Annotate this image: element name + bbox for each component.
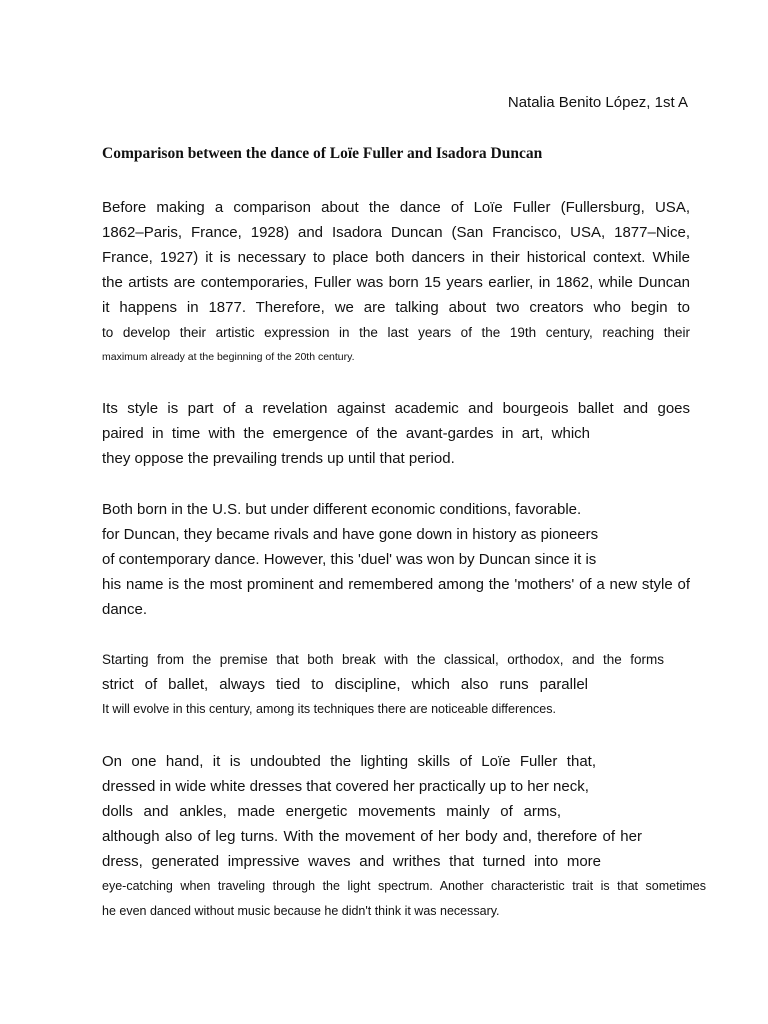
- text-line: dolls and ankles, made energetic movements mainly of arms,: [102, 803, 561, 820]
- text-line: 1862–Paris, France, 1928) and Isadora Duncan (San Francisco, USA, 1877–Nice,: [102, 224, 690, 241]
- text-line: the artists are contemporaries, Fuller was born 15 years earlier, in 1862, while Duncan: [102, 274, 690, 291]
- text-line: strict of ballet, always tied to discipline, which also runs parallel: [102, 676, 588, 693]
- text-line: Its style is part of a revelation against academic and bourgeois ballet and goes: [102, 400, 690, 417]
- text-line: to develop their artistic expression in the last years of the 19th century, reaching their: [102, 325, 690, 340]
- text-line: they oppose the prevailing trends up until that period.: [102, 450, 455, 467]
- paragraph-1: [102, 195, 690, 370]
- document-title: Comparison between the dance of Loïe Fuller and Isadora Duncan: [102, 145, 543, 162]
- author-line: Natalia Benito López, 1st A: [507, 94, 688, 111]
- text-line: although also of leg turns. With the movement of her body and, therefore of her: [102, 828, 642, 845]
- text-line: It will evolve in this century, among its techniques there are noticeable differences.: [102, 702, 556, 716]
- text-line: eye-catching when traveling through the light spectrum. Another characteristic trait is that sometimes: [102, 879, 706, 893]
- text-line: for Duncan, they became rivals and have gone down in history as pioneers: [102, 526, 599, 543]
- text-line: Both born in the U.S. but under different economic conditions, favorable.: [102, 501, 582, 518]
- paragraph-4: [102, 647, 690, 722]
- text-line: his name is the most prominent and remembered among the 'mothers' of a new style of: [102, 576, 690, 593]
- paragraph-2: [102, 396, 690, 471]
- text-line: he even danced without music because he didn't think it was necessary.: [102, 904, 500, 918]
- text-line: it happens in 1877. Therefore, we are talking about two creators who begin to: [102, 299, 690, 316]
- text-line: On one hand, it is undoubted the lighting skills of Loïe Fuller that,: [102, 753, 596, 770]
- text-line: Before making a comparison about the dance of Loïe Fuller (Fullersburg, USA,: [102, 199, 690, 216]
- text-line: France, 1927) it is necessary to place both dancers in their historical context. While: [102, 249, 690, 266]
- paragraph-3: [102, 497, 690, 622]
- text-line: Starting from the premise that both break with the classical, orthodox, and the forms: [102, 652, 664, 667]
- text-line: dressed in wide white dresses that covered her practically up to her neck,: [102, 778, 589, 795]
- text-line: of contemporary dance. However, this 'duel' was won by Duncan since it is: [102, 551, 597, 568]
- text-line: dress, generated impressive waves and writhes that turned into more: [102, 853, 601, 870]
- text-line: dance.: [102, 601, 148, 618]
- text-line: paired in time with the emergence of the avant-gardes in art, which: [102, 425, 590, 442]
- text-line: maximum already at the beginning of the 20th century.: [102, 351, 355, 363]
- paragraph-5: [102, 749, 706, 924]
